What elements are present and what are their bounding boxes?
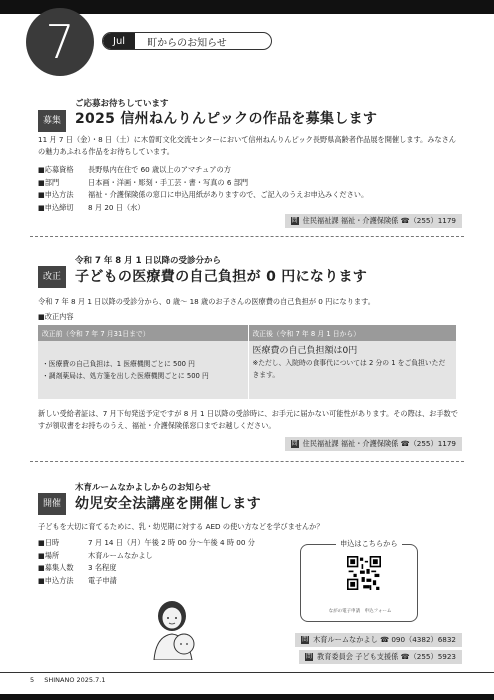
- category-tag-revision: 改正: [38, 266, 66, 288]
- mother-and-baby-illustration: [148, 598, 210, 660]
- section-divider: [30, 236, 464, 237]
- section3-subheading: 木育ルームなかよしからのお知らせ: [75, 483, 211, 493]
- revision-table: [38, 325, 456, 399]
- detail-row: ■申込方法 福祉・介護保険係の窓口に申込用紙がありますので、ご記入のうえお申込みください。: [38, 190, 369, 199]
- inquiry-icon: 問: [302, 636, 309, 643]
- table-cell-before: ・医療費の自己負担は、1 医療機関ごとに 500 円 ・調剤薬局は、処方箋を出した医療機関ごとに 500 円: [38, 341, 248, 399]
- section3-body: 子どもを大切に育てるために、乳・幼児期に対する AED の使い方などを学びませんか？: [38, 522, 324, 531]
- table-header-after: 改正後（令和 7 年 8 月 1 日から）: [248, 325, 456, 341]
- section-header-pill: [102, 32, 272, 50]
- issue-label: SHINANO 2025.7.1: [44, 676, 106, 684]
- section3-contact-2: 問 教育委員会 子ども支援係 ☎（255）5923: [299, 650, 462, 664]
- section-divider: [30, 461, 464, 462]
- section1-contact: 問 住民福祉課 福祉・介護保険係 ☎（255）1179: [285, 214, 462, 228]
- qr-caption: ながの電子申請 申込フォーム: [328, 609, 392, 614]
- month-label: Jul: [103, 33, 135, 49]
- inquiry-icon: 問: [291, 440, 298, 447]
- detail-row: ■申込方法 電子申請: [38, 575, 117, 585]
- section2-note: 新しい受給者証は、7 月下旬発送予定ですが 8 月 1 日以降の受診時に、お手元に届かない可能性があります。その際は、お手数ですが領収書をお持ちのうえ、福祉・介護保険係窓口までお越しください。: [38, 409, 458, 430]
- header-title: 町からのお知らせ: [147, 37, 227, 49]
- detail-row: ■募集人数 3 名程度: [38, 563, 117, 572]
- section3-heading: 幼児安全法講座を開催します: [75, 496, 261, 512]
- table-cell-after: 医療費の自己負担額は0円 ※ただし、入院時の食事代については 2 分の 1 をご負担いただきます。: [248, 341, 456, 399]
- detail-row: ■応募資格 長野県内在住で 60 歳以上のアマチュアの方: [38, 165, 231, 174]
- table-header-before: 改正前（令和 7 年 7 月31日まで）: [38, 325, 248, 341]
- footer: [30, 676, 105, 684]
- footer-line: [0, 672, 494, 673]
- section2-heading: 子どもの医療費の自己負担が 0 円になります: [75, 269, 368, 285]
- section3-details: [38, 537, 255, 587]
- section2-subheading: 令和 7 年 8 月 1 日以降の受診分から: [75, 256, 221, 266]
- inquiry-icon: 問: [291, 217, 298, 224]
- section2-contact: 問 住民福祉課 福祉・介護保険係 ☎（255）1179: [285, 437, 462, 451]
- section3-contact-1: 問 木育ルームなかよし ☎ 090（4382）6832: [295, 633, 462, 647]
- bottom-bar: [0, 694, 494, 700]
- category-tag-recruit: 募集: [38, 110, 66, 132]
- detail-row: ■場所 木育ルームなかよし: [38, 550, 153, 560]
- section2-body: 令和 7 年 8 月 1 日以降の受診分から、0 歳～ 18 歳のお子さんの医療費の自己負担が 0 円になります。: [38, 297, 375, 306]
- inquiry-icon: 問: [306, 653, 313, 660]
- month-number-badge: 7: [26, 8, 94, 76]
- section1-subheading: ご応募お待ちしています: [75, 99, 169, 109]
- table-label: ■改正内容: [38, 312, 74, 321]
- section1-details: [38, 164, 368, 214]
- section1-body: 11 月 7 日（金）・8 日（土）に木曽町文化交流センターにおいて信州ねんりんピック長野県高齢者作品展を開催します。みなさんの魅力あふれる作品をお待ちしています。: [38, 135, 456, 156]
- apply-title: 申込はこちらから: [336, 539, 402, 549]
- detail-row: ■日時 7 月 14 日（月）午後 2 時 00 分～午後 4 時 00 分: [38, 538, 255, 547]
- detail-row: ■部門 日本画・洋画・彫刻・手工芸・書・写真の 6 部門: [38, 177, 249, 187]
- detail-row: ■申込締切 8 月 20 日（水）: [38, 202, 145, 212]
- qr-code-icon[interactable]: [347, 556, 381, 590]
- section1-heading: 2025 信州ねんりんピックの作品を募集します: [75, 111, 378, 127]
- category-tag-event: 開催: [38, 493, 66, 515]
- page-number: 5: [30, 676, 35, 684]
